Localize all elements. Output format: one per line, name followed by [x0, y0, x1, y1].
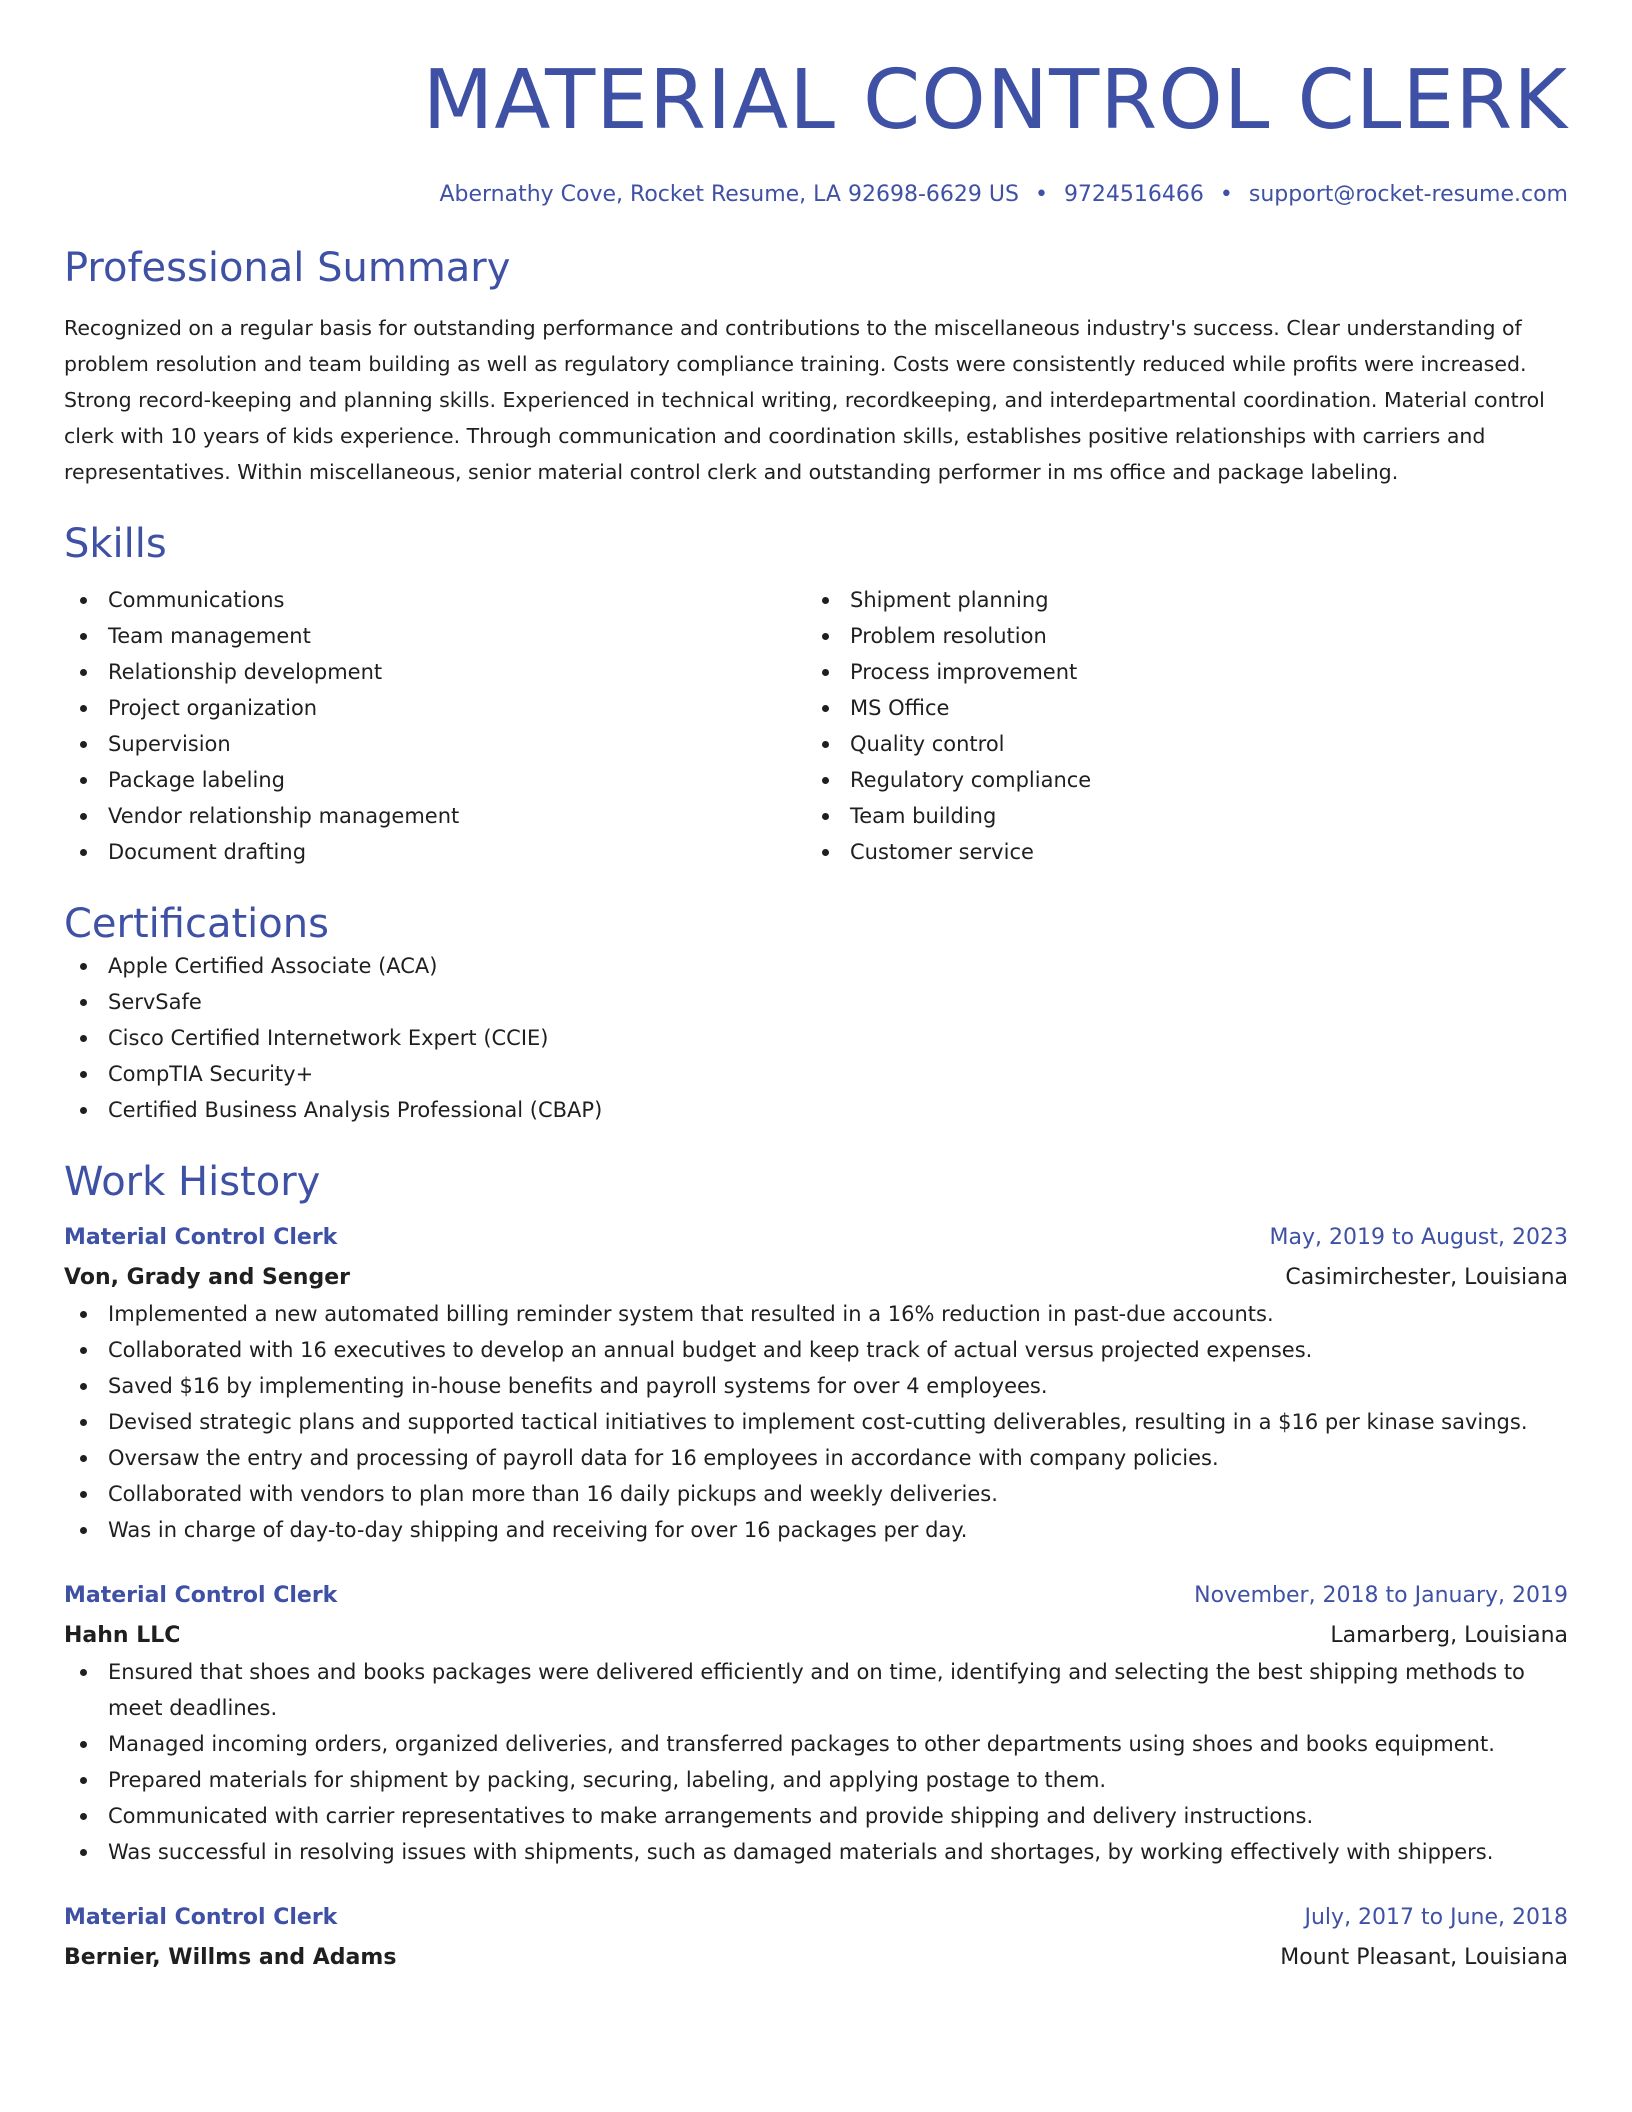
job-dates: November, 2018 to January, 2019: [1194, 1583, 1568, 1608]
contact-separator: •: [1219, 182, 1233, 207]
skill-item: Supervision: [64, 726, 806, 762]
section-title-certifications: Certifications: [64, 901, 329, 947]
job-dates: July, 2017 to June, 2018: [1304, 1905, 1568, 1930]
certifications-list: [64, 948, 1568, 1128]
job-title: Material Control Clerk: [64, 1905, 338, 1930]
certification-item: ServSafe: [64, 984, 1568, 1020]
skill-item: Document drafting: [64, 834, 806, 870]
contact-line: [64, 180, 1568, 210]
job-entry: [64, 1900, 1568, 1976]
section-title-summary: Professional Summary: [64, 245, 511, 291]
certification-item: CompTIA Security+: [64, 1056, 1568, 1092]
job-title: Material Control Clerk: [64, 1225, 338, 1250]
contact-phone: 9724516466: [1063, 182, 1204, 207]
job-bullet: Implemented a new automated billing reminder system that resulted in a 16% reduction in past-due accounts.: [64, 1296, 1568, 1332]
job-dates: May, 2019 to August, 2023: [1269, 1225, 1568, 1250]
skill-item: Process improvement: [806, 654, 1548, 690]
candidate-name: MATERIAL CONTROL CLERK: [422, 53, 1568, 148]
job-entry: [64, 1220, 1568, 1548]
section-title-skills: Skills: [64, 521, 167, 567]
job-header: [64, 1900, 1568, 1936]
job-company: Hahn LLC: [64, 1623, 181, 1648]
skills-grid: [64, 582, 1568, 870]
contact-address: Abernathy Cove, Rocket Resume, LA 92698-6629 US: [439, 182, 1019, 207]
job-bullet: Collaborated with vendors to plan more than 16 daily pickups and weekly deliveries.: [64, 1476, 1568, 1512]
job-bullets: [64, 1654, 1568, 1870]
job-bullet: Managed incoming orders, organized deliveries, and transferred packages to other departments using shoes and books equipment.: [64, 1726, 1568, 1762]
summary-text: Recognized on a regular basis for outstanding performance and contributions to the miscellaneous industry's success. Clear understanding of problem resolution and team building as well as regulatory compliance training. Costs were consistently reduced while profits were increased. Strong record-keeping and planning skills. Experienced in technical writing, recordkeeping, and interdepartmental coordination. Material control clerk with 10 years of kids experience. Through communication and coordination skills, establishes positive relationships with carriers and representatives. Within miscellaneous, senior material control clerk and outstanding performer in ms office and package labeling.: [64, 316, 1545, 484]
job-subheader: [64, 1940, 1568, 1976]
skill-item: Relationship development: [64, 654, 806, 690]
skill-item: Shipment planning: [806, 582, 1548, 618]
skill-item: Vendor relationship management: [64, 798, 806, 834]
skill-item: MS Office: [806, 690, 1548, 726]
job-bullets: [64, 1296, 1568, 1548]
job-bullet: Communicated with carrier representatives to make arrangements and provide shipping and delivery instructions.: [64, 1798, 1568, 1834]
job-company: Bernier, Willms and Adams: [64, 1945, 397, 1970]
skill-item: Project organization: [64, 690, 806, 726]
contact-email: support@rocket-resume.com: [1248, 182, 1568, 207]
contact-separator: •: [1034, 182, 1048, 207]
skill-item: Package labeling: [64, 762, 806, 798]
job-bullet: Saved $16 by implementing in-house benefits and payroll systems for over 4 employees.: [64, 1368, 1568, 1404]
skill-item: Team management: [64, 618, 806, 654]
job-header: [64, 1220, 1568, 1256]
job-subheader: [64, 1260, 1568, 1296]
skills-list-left: [64, 582, 806, 870]
skill-item: Customer service: [806, 834, 1548, 870]
job-location: Lamarberg, Louisiana: [1330, 1623, 1568, 1648]
skill-item: Problem resolution: [806, 618, 1548, 654]
job-bullet: Prepared materials for shipment by packing, securing, labeling, and applying postage to them.: [64, 1762, 1568, 1798]
job-location: Casimirchester, Louisiana: [1285, 1265, 1568, 1290]
job-location: Mount Pleasant, Louisiana: [1280, 1945, 1568, 1970]
job-bullet: Devised strategic plans and supported tactical initiatives to implement cost-cutting deliverables, resulting in a $16 per kinase savings.: [64, 1404, 1568, 1440]
section-title-work-history: Work History: [64, 1159, 321, 1205]
certification-item: Apple Certified Associate (ACA): [64, 948, 1568, 984]
job-bullet: Was successful in resolving issues with shipments, such as damaged materials and shortages, by working effectively with shippers.: [64, 1834, 1568, 1870]
certification-item: Cisco Certified Internetwork Expert (CCIE): [64, 1020, 1568, 1056]
skill-item: Regulatory compliance: [806, 762, 1548, 798]
job-bullet: Oversaw the entry and processing of payroll data for 16 employees in accordance with company policies.: [64, 1440, 1568, 1476]
certification-item: Certified Business Analysis Professional (CBAP): [64, 1092, 1568, 1128]
job-title: Material Control Clerk: [64, 1583, 338, 1608]
job-subheader: [64, 1618, 1568, 1654]
skill-item: Communications: [64, 582, 806, 618]
resume-header: [64, 0, 1568, 210]
skill-item: Quality control: [806, 726, 1548, 762]
job-bullet: Collaborated with 16 executives to develop an annual budget and keep track of actual versus projected expenses.: [64, 1332, 1568, 1368]
job-company: Von, Grady and Senger: [64, 1265, 350, 1290]
job-entry: [64, 1578, 1568, 1870]
job-header: [64, 1578, 1568, 1614]
skill-item: Team building: [806, 798, 1548, 834]
job-bullet: Ensured that shoes and books packages were delivered efficiently and on time, identifying and selecting the best shipping methods to meet deadlines.: [64, 1654, 1568, 1726]
job-bullet: Was in charge of day-to-day shipping and receiving for over 16 packages per day.: [64, 1512, 1568, 1548]
skills-list-right: [806, 582, 1548, 870]
